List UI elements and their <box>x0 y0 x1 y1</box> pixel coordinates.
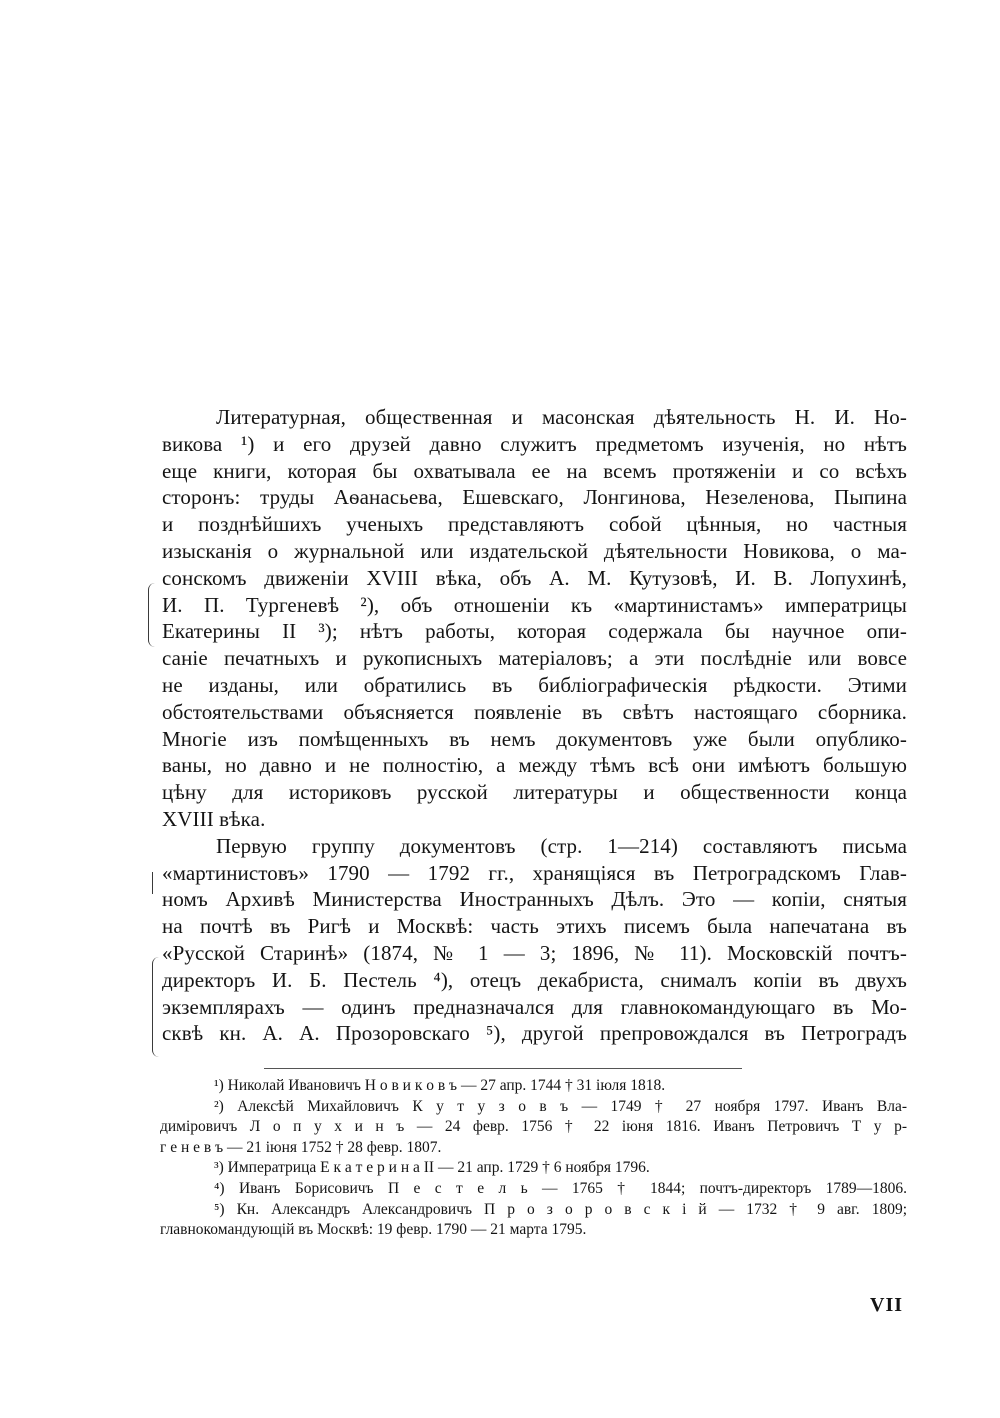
text-line: сонскомъ движеніи XVIII вѣка, объ А. М. Кутузовѣ, И. В. Лопухинѣ, <box>162 565 907 590</box>
footnote-line: главнокомандующій въ Москвѣ: 19 февр. 1790 — 21 марта 1795. <box>160 1221 587 1239</box>
main-text <box>162 404 907 1047</box>
footnote-line: ¹) Николай Ивановичъ Н о в и к о в ъ — 27 апр. 1744 † 31 іюля 1818. <box>214 1077 666 1094</box>
text-line: XVIII вѣка. <box>162 806 266 831</box>
text-line: викова ¹) и его друзей давно служитъ предметомъ изученія, но нѣтъ <box>162 431 907 456</box>
text-line: на почтѣ въ Ригѣ и Москвѣ: часть этихъ писемъ была напечатана въ <box>162 914 907 939</box>
margin-pencil-mark <box>148 583 155 647</box>
text-line: изысканія о журнальной или издательской дѣятельности Новикова, о ма- <box>162 538 907 563</box>
footnote-separator <box>264 1068 742 1069</box>
text-line: экземплярахъ — одинъ предназначался для главнокомандующаго въ Мо- <box>162 994 907 1019</box>
text-line: «Русской Старинѣ» (1874, № 1 — 3; 1896, № 11). Московскій почтъ- <box>162 940 907 965</box>
footnote-line: г е н е в ъ — 21 іюня 1752 † 28 февр. 1807. <box>160 1138 442 1156</box>
text-line: Многіе изъ помѣщенныхъ въ немъ документовъ уже были опублико- <box>162 726 907 751</box>
margin-pencil-mark <box>152 872 159 894</box>
text-line: директоръ И. Б. Пестель ⁴), отецъ декабриста, снималъ копіи въ двухъ <box>162 967 907 992</box>
text-line: не изданы, или обратились въ библіографическія рѣдкости. Этими <box>162 672 907 697</box>
text-line: Литературная, общественная и масонская дѣятельность Н. И. Но- <box>216 405 907 429</box>
text-line: цѣну для историковъ русской литературы и общественности конца <box>162 780 907 805</box>
page-number: VII <box>870 1294 904 1316</box>
text-line: обстоятельствами объясняется появленіе въ свѣтъ настоящаго сборника. <box>162 699 907 724</box>
text-line: Екатерины II ³); нѣтъ работы, которая содержала бы научное опи- <box>162 619 907 644</box>
footnote-line: ²) Алексѣй Михайловичъ К у т у з о в ъ — 1749 † 27 ноября 1797. Иванъ Вла- <box>214 1097 907 1115</box>
footnote-line: ⁵) Кн. Александръ Александровичъ П р о з о р о в с к і й — 1732 † 9 авг. 1809; <box>214 1200 907 1218</box>
text-line: саніе печатныхъ и рукописныхъ матеріаловъ; а эти послѣдніе или вовсе <box>162 646 907 671</box>
text-line: И. П. Тургеневѣ ²), объ отношеніи къ «мартинистамъ» императрицы <box>162 592 907 617</box>
footnotes <box>160 1076 907 1241</box>
footnote-line: ⁴) Иванъ Борисовичъ П е с т е л ь — 1765 † 1844; почтъ-директоръ 1789—1806. <box>214 1179 907 1197</box>
text-line: Первую группу документовъ (стр. 1—214) составляютъ письма <box>216 833 907 858</box>
text-line: и позднѣйшихъ ученыхъ представляютъ собой цѣнныя, но частныя <box>162 512 907 537</box>
text-line: ваны, но давно и не полностію, а между тѣмъ всѣ они имѣютъ большую <box>162 753 907 778</box>
footnote-line: диміровичъ Л о п у х и н ъ — 24 февр. 1756 † 22 іюня 1816. Иванъ Петровичъ Т у р- <box>160 1118 907 1136</box>
text-line: сторонъ: труды Аѳанасьева, Ешевскаго, Лонгинова, Незеленова, Пыпина <box>162 485 907 510</box>
text-line: сквѣ кн. А. А. Прозоровскаго ⁵), другой препровождался въ Петроградъ <box>162 1021 907 1046</box>
text-line: номъ Архивѣ Министерства Иностранныхъ Дѣлъ. Это — копіи, снятыя <box>162 887 907 912</box>
margin-pencil-mark <box>152 957 159 1057</box>
text-line: «мартинистовъ» 1790 — 1792 гг., хранящіяся въ Петроградскомъ Глав- <box>162 860 907 885</box>
footnote-line: ³) Императрица Е к а т е р и н а II — 21 апр. 1729 † 6 ноября 1796. <box>214 1159 650 1177</box>
text-line: еще книги, которая бы охватывала ее на всемъ протяженіи и со всѣхъ <box>162 458 907 483</box>
